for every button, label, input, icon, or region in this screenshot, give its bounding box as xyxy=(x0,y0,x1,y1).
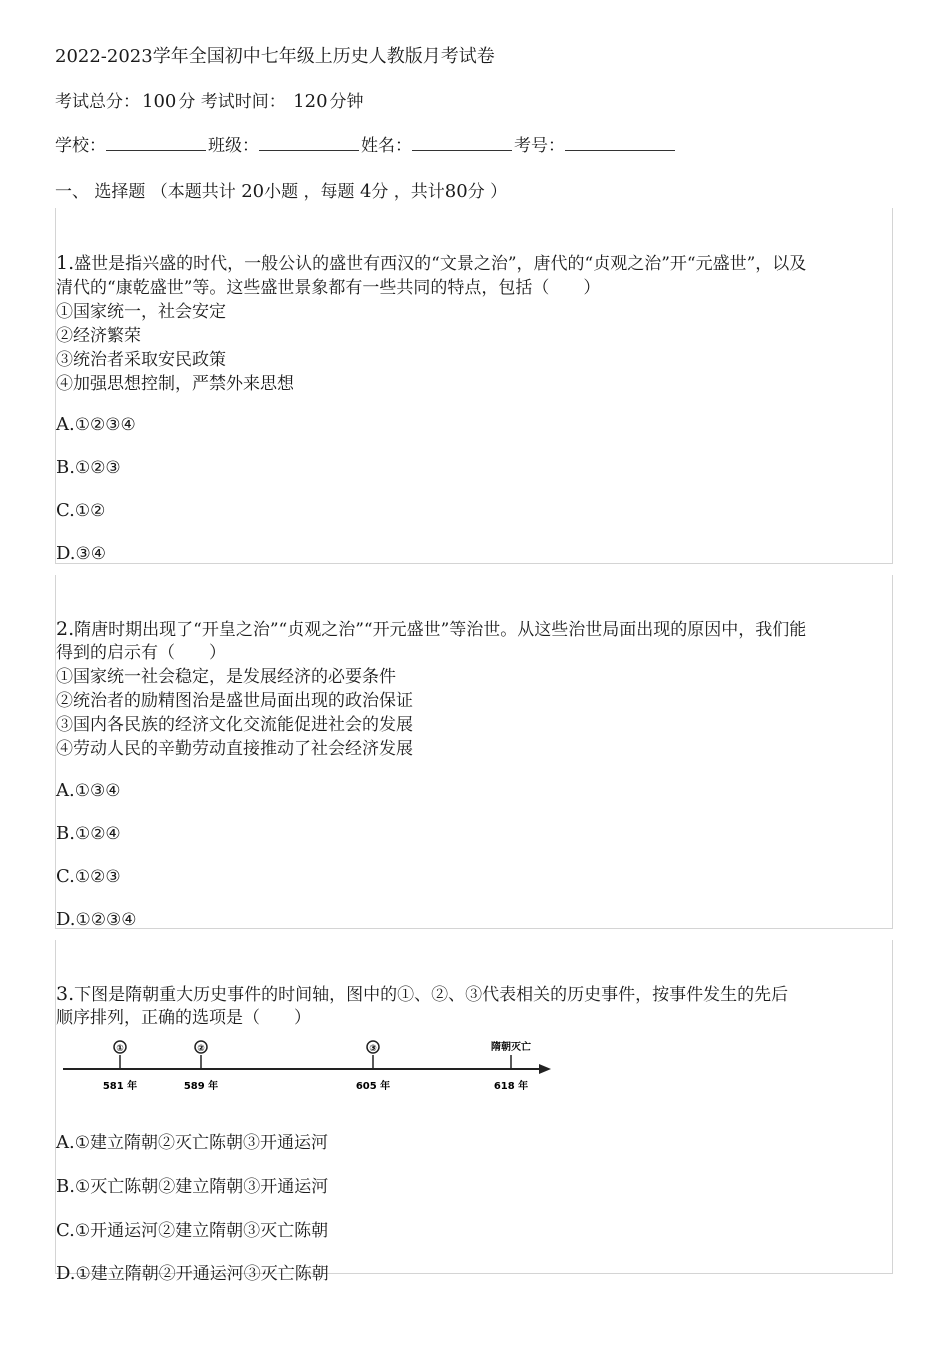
number-label: 考号： xyxy=(514,136,565,156)
option-text: ①②③④ xyxy=(75,910,137,930)
total-unit: 分 xyxy=(178,92,196,112)
year-label: 605 年 xyxy=(355,1081,391,1092)
marker-label: ③ xyxy=(369,1044,377,1054)
timeline-tick-1 xyxy=(103,1041,137,1092)
section-count: 20 xyxy=(241,181,265,202)
option-text: ①②③④ xyxy=(74,415,136,435)
total-label: 考试总分： xyxy=(55,92,140,112)
section-mid2: 分 ，共计 xyxy=(371,182,445,202)
option-text: ①② xyxy=(74,501,106,521)
option-letter: D. xyxy=(56,543,76,564)
stem-line: 隋唐时期出现了“开皇之治”“贞观之治”“开元盛世”等治世。从这些治世局面出现的原因中，我们能 xyxy=(74,620,807,640)
option-letter: C. xyxy=(56,1220,75,1241)
option-letter: A. xyxy=(56,1132,75,1153)
option-d[interactable] xyxy=(56,542,106,566)
statement-item: ④加强思想控制，严禁外来思想 xyxy=(56,374,294,394)
option-letter: B. xyxy=(56,823,75,844)
marker-label: ② xyxy=(197,1044,205,1054)
student-fields xyxy=(55,131,677,156)
question-3 xyxy=(55,940,893,1284)
option-c[interactable] xyxy=(56,865,121,889)
question-1 xyxy=(55,208,893,564)
year-label: 618 年 xyxy=(493,1081,529,1092)
option-text: ①②③ xyxy=(74,867,121,887)
timeline-tick-2 xyxy=(184,1041,218,1092)
marker-label: ① xyxy=(116,1044,124,1054)
question-stem xyxy=(56,251,806,276)
question-number: 3. xyxy=(56,983,75,1005)
statement-item: ②统治者的励精图治是盛世局面出现的政治保证 xyxy=(56,691,413,711)
total-value: 100 xyxy=(142,91,177,112)
option-d[interactable] xyxy=(56,1262,329,1286)
stem-line: 下图是隋朝重大历史事件的时间轴，图中的①、②、③代表相关的历史事件，按事件发生的先后 xyxy=(74,985,789,1005)
option-b[interactable] xyxy=(56,822,121,846)
class-blank[interactable] xyxy=(259,136,359,151)
option-text: ①灭亡陈朝②建立隋朝③开通运河 xyxy=(74,1177,329,1197)
stem-line: 顺序排列，正确的选项是（ ） xyxy=(56,1008,311,1028)
time-value: 120 xyxy=(293,91,328,112)
section-heading xyxy=(55,177,507,202)
stem-line: 盛世是指兴盛的时代，一般公认的盛世有西汉的“文景之治”，唐代的“贞观之治”开“元盛世”，以及 xyxy=(74,254,807,274)
school-label: 学校： xyxy=(55,136,106,156)
section-each: 4 xyxy=(359,181,372,202)
exam-title: 2022-2023学年全国初中七年级上历史人教版月考试卷 xyxy=(55,46,495,67)
option-c[interactable] xyxy=(56,499,105,523)
statement-item: ③统治者采取安民政策 xyxy=(56,350,226,370)
timeline-arrow-icon xyxy=(539,1064,551,1074)
statement-item: ③国内各民族的经济文化交流能促进社会的发展 xyxy=(56,715,413,735)
option-text: ①②④ xyxy=(74,824,121,844)
section-suffix: 分 ） xyxy=(467,182,508,202)
timeline-tick-3 xyxy=(356,1041,390,1092)
stem-line: 得到的启示有（ ） xyxy=(56,643,226,663)
option-letter: B. xyxy=(56,1176,75,1197)
timeline-tick-4 xyxy=(491,1040,531,1092)
time-label: 考试时间： xyxy=(200,92,286,112)
option-text: ①③④ xyxy=(74,781,121,801)
option-letter: A. xyxy=(56,780,75,801)
year-label: 589 年 xyxy=(183,1081,219,1092)
option-letter: D. xyxy=(56,1263,76,1284)
question-stem xyxy=(56,982,788,1007)
option-c[interactable] xyxy=(56,1219,328,1243)
section-prefix: 一、 选择题 （本题共计 xyxy=(55,182,236,202)
name-label: 姓名： xyxy=(361,136,412,156)
question-2 xyxy=(55,575,893,929)
time-unit: 分钟 xyxy=(329,92,364,112)
option-text: ①建立隋朝②开通运河③灭亡陈朝 xyxy=(75,1264,329,1284)
option-text: ①建立隋朝②灭亡陈朝③开通运河 xyxy=(74,1133,328,1153)
question-stem xyxy=(56,617,806,642)
option-b[interactable] xyxy=(56,456,121,480)
option-b[interactable] xyxy=(56,1175,328,1199)
option-letter: C. xyxy=(56,500,75,521)
option-d[interactable] xyxy=(56,908,136,932)
option-text: ①开通运河②建立隋朝③灭亡陈朝 xyxy=(74,1221,329,1241)
option-text: ①②③ xyxy=(74,458,121,478)
option-letter: C. xyxy=(56,866,75,887)
option-a[interactable] xyxy=(56,413,136,437)
option-a[interactable] xyxy=(56,779,120,803)
class-label: 班级： xyxy=(208,136,259,156)
statement-item: ①国家统一社会稳定，是发展经济的必要条件 xyxy=(56,667,396,687)
school-blank[interactable] xyxy=(106,136,206,151)
number-blank[interactable] xyxy=(565,136,675,151)
statement-item: ④劳动人民的辛勤劳动直接推动了社会经济发展 xyxy=(56,739,413,759)
name-blank[interactable] xyxy=(412,136,512,151)
option-a[interactable] xyxy=(56,1131,328,1155)
marker-label: 隋朝灭亡 xyxy=(491,1042,531,1053)
timeline-figure xyxy=(61,1037,556,1097)
statement-item: ②经济繁荣 xyxy=(56,326,141,346)
exam-meta xyxy=(55,87,364,112)
option-letter: D. xyxy=(56,909,76,930)
question-number: 2. xyxy=(56,618,75,640)
stem-line: 清代的“康乾盛世”等。这些盛世景象都有一些共同的特点，包括（ ） xyxy=(56,278,601,298)
question-number: 1. xyxy=(56,252,75,274)
section-mid1: 小题 ，每题 xyxy=(264,182,355,202)
section-total: 80 xyxy=(444,181,468,202)
option-letter: A. xyxy=(56,414,75,435)
option-letter: B. xyxy=(56,457,75,478)
year-label: 581 年 xyxy=(102,1081,138,1092)
statement-item: ①国家统一，社会安定 xyxy=(56,302,226,322)
option-text: ③④ xyxy=(75,544,106,564)
